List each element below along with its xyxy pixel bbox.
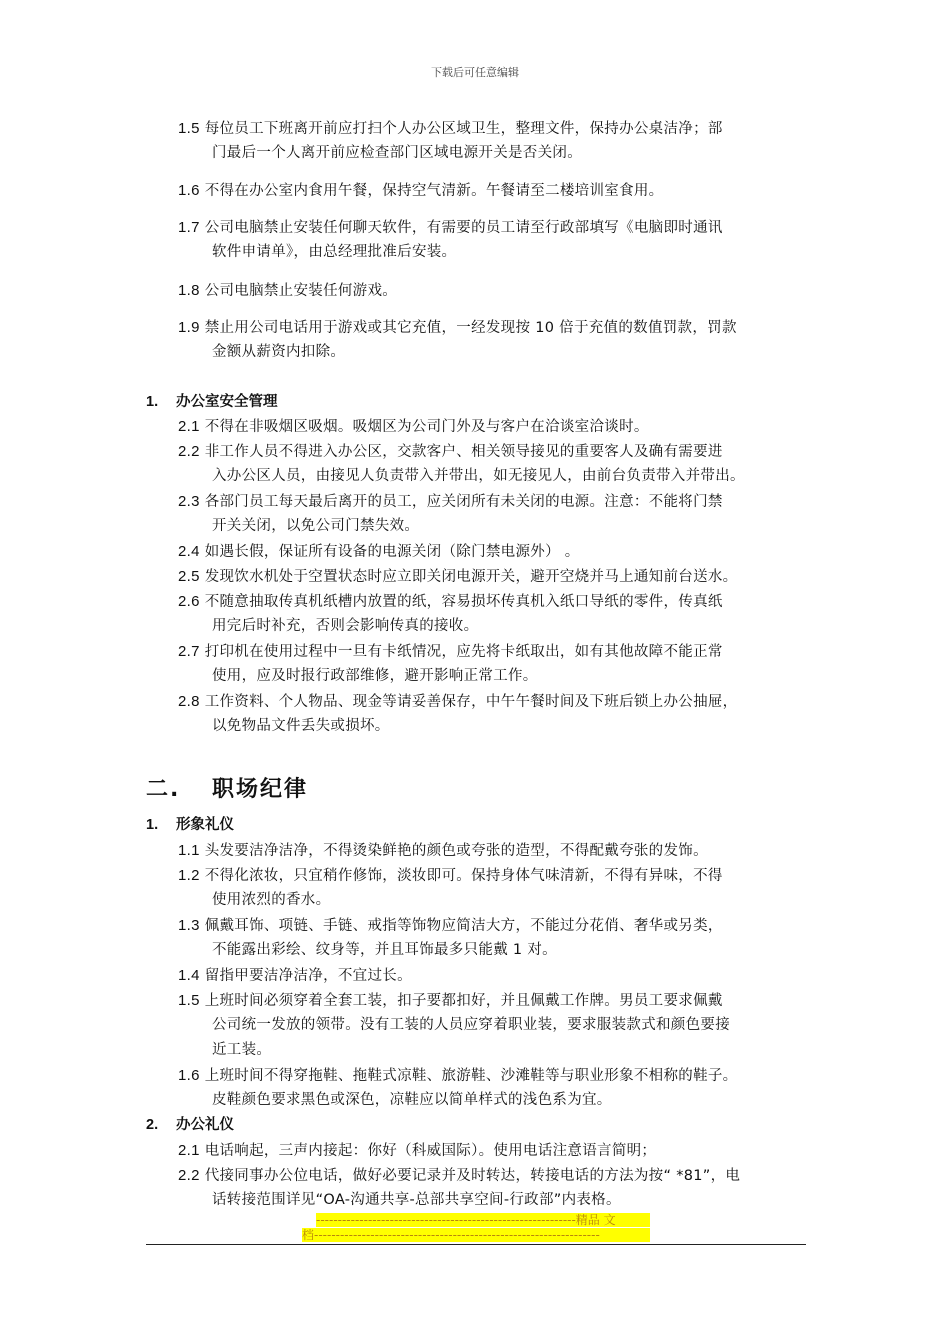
item-number: 2.1 <box>178 1142 200 1159</box>
item-continuation: 使用浓烈的香水。 <box>212 892 331 908</box>
item-number: 1.6 <box>178 1067 200 1084</box>
list-item <box>178 589 808 615</box>
item-continuation: 公司统一发放的领带。没有工装的人员应穿着职业装，要求服装款式和颜色要接 <box>212 1017 730 1033</box>
chapter-heading <box>146 772 308 803</box>
item-text: 不得在办公室内食用午餐，保持空气清新。午餐请至二楼培训室食用。 <box>204 183 664 199</box>
item-number: 2.2 <box>178 1167 200 1184</box>
chapter-title: 职场纪律 <box>212 777 309 802</box>
section-title: 办公室安全管理 <box>176 394 278 410</box>
item-number: 2.7 <box>178 643 200 660</box>
section-heading-image <box>146 813 234 838</box>
footer-divider <box>146 1244 806 1245</box>
list-item <box>178 913 808 939</box>
page-header: 下载后可任意编辑 <box>431 66 519 79</box>
list-item <box>178 278 808 304</box>
item-continuation: 入办公区人员，由接见人负责带入并带出，如无接见人，由前台负责带入并带出。 <box>212 468 745 484</box>
item-continuation: 话转接范围详见“OA-沟通共享-总部共享空间-行政部”内表格。 <box>212 1192 621 1208</box>
list-item <box>178 539 808 565</box>
item-continuation: 近工装。 <box>212 1042 272 1058</box>
item-text: 每位员工下班离开前应打扫个人办公区域卫生，整理文件，保持办公桌洁净；部 <box>204 121 723 137</box>
list-item <box>178 963 808 989</box>
item-text: 电话响起，三声内接起：你好（科威国际）。使用电话注意语言简明； <box>204 1143 657 1159</box>
list-item <box>178 414 808 440</box>
item-number: 1.9 <box>178 319 200 336</box>
item-number: 2.3 <box>178 493 200 510</box>
item-continuation: 使用，应及时报行政部维修，避开影响正常工作。 <box>212 668 538 684</box>
list-item <box>178 215 808 241</box>
item-number: 2.8 <box>178 693 200 710</box>
item-text: 打印机在使用过程中一旦有卡纸情况，应先将卡纸取出，如有其他故障不能正常 <box>204 644 723 660</box>
item-number: 1.8 <box>178 282 200 299</box>
item-number: 1.3 <box>178 917 200 934</box>
item-text: 上班时间不得穿拖鞋、拖鞋式凉鞋、旅游鞋、沙滩鞋等与职业形象不相称的鞋子。 <box>204 1068 738 1084</box>
item-text: 发现饮水机处于空置状态时应立即关闭电源开关，避开空烧并马上通知前台送水。 <box>204 569 738 585</box>
item-number: 1.2 <box>178 867 200 884</box>
item-text: 工作资料、个人物品、现金等请妥善保存，中午午餐时间及下班后锁上办公抽屉， <box>204 694 738 710</box>
item-text: 佩戴耳饰、项链、手链、戒指等饰物应简洁大方，不能过分花俏、奢华或另类， <box>204 918 723 934</box>
item-text: 公司电脑禁止安装任何游戏。 <box>204 283 398 299</box>
section-heading-safety <box>146 390 278 415</box>
item-continuation: 开关关闭，以免公司门禁失效。 <box>212 518 420 534</box>
list-item <box>178 439 808 465</box>
section-heading-office <box>146 1113 234 1138</box>
chapter-number: 二. <box>146 777 181 802</box>
list-item <box>178 863 808 889</box>
item-text: 如遇长假，保证所有设备的电源关闭（除门禁电源外） 。 <box>204 544 580 560</box>
item-number: 1.6 <box>178 182 200 199</box>
footer-highlight-line2: 档------------------------------------------------------------------ <box>302 1228 650 1242</box>
item-text: 公司电脑禁止安装任何聊天软件，有需要的员工请至行政部填写《电脑即时通讯 <box>204 220 723 236</box>
item-number: 1.5 <box>178 120 200 137</box>
section-number: 1. <box>146 394 159 410</box>
section-title: 办公礼仪 <box>176 1117 234 1133</box>
list-item <box>178 1138 808 1164</box>
item-text: 留指甲要洁净洁净，不宜过长。 <box>204 968 412 984</box>
item-text: 禁止用公司电话用于游戏或其它充值，一经发现按 10 倍于充值的数值罚款，罚款 <box>204 320 737 336</box>
item-number: 2.6 <box>178 593 200 610</box>
item-text: 代接同事办公位电话，做好必要记录并及时转达，转接电话的方法为按“ *81”，电 <box>204 1168 741 1184</box>
item-text: 不得化浓妆，只宜稍作修饰，淡妆即可。保持身体气味清新，不得有异味，不得 <box>204 868 723 884</box>
item-text: 各部门员工每天最后离开的员工，应关闭所有未关闭的电源。注意：不能将门禁 <box>204 494 723 510</box>
item-text: 头发要洁净洁净，不得烫染鲜艳的颜色或夸张的造型，不得配戴夸张的发饰。 <box>204 843 708 859</box>
item-continuation: 金额从薪资内扣除。 <box>212 344 346 360</box>
list-item <box>178 1163 808 1189</box>
list-item <box>178 178 808 204</box>
list-item <box>178 689 808 715</box>
section-number: 1. <box>146 817 159 833</box>
section-title: 形象礼仪 <box>176 817 234 833</box>
item-text: 不得在非吸烟区吸烟。吸烟区为公司门外及与客户在洽谈室洽谈时。 <box>204 419 649 435</box>
footer-highlight-line1: ------------------------------------------------------------精品 文 <box>316 1213 650 1227</box>
list-item <box>178 988 808 1014</box>
item-continuation: 门最后一个人离开前应检查部门区域电源开关是否关闭。 <box>212 145 582 161</box>
list-item <box>178 489 808 515</box>
item-number: 2.1 <box>178 418 200 435</box>
list-item <box>178 838 808 864</box>
item-continuation: 软件申请单》，由总经理批准后安装。 <box>212 244 457 260</box>
item-number: 1.4 <box>178 967 200 984</box>
list-item <box>178 315 808 341</box>
item-text: 非工作人员不得进入办公区，交款客户、相关领导接见的重要客人及确有需要进 <box>204 444 723 460</box>
item-number: 1.7 <box>178 219 200 236</box>
list-item <box>178 1063 808 1089</box>
item-number: 1.5 <box>178 992 200 1009</box>
item-continuation: 不能露出彩绘、纹身等，并且耳饰最多只能戴 1 对。 <box>212 942 557 958</box>
section-number: 2. <box>146 1117 159 1133</box>
list-item <box>178 564 808 590</box>
list-item <box>178 116 808 142</box>
item-number: 2.4 <box>178 543 200 560</box>
item-text: 上班时间必须穿着全套工装，扣子要都扣好，并且佩戴工作牌。男员工要求佩戴 <box>204 993 723 1009</box>
item-number: 2.5 <box>178 568 200 585</box>
item-continuation: 用完后时补充，否则会影响传真的接收。 <box>212 618 479 634</box>
item-text: 不随意抽取传真机纸槽内放置的纸，容易损坏传真机入纸口导纸的零件，传真纸 <box>204 594 723 610</box>
list-item <box>178 639 808 665</box>
item-continuation: 皮鞋颜色要求黑色或深色，凉鞋应以简单样式的浅色系为宜。 <box>212 1092 612 1108</box>
item-continuation: 以免物品文件丢失或损坏。 <box>212 718 390 734</box>
item-number: 2.2 <box>178 443 200 460</box>
item-number: 1.1 <box>178 842 200 859</box>
